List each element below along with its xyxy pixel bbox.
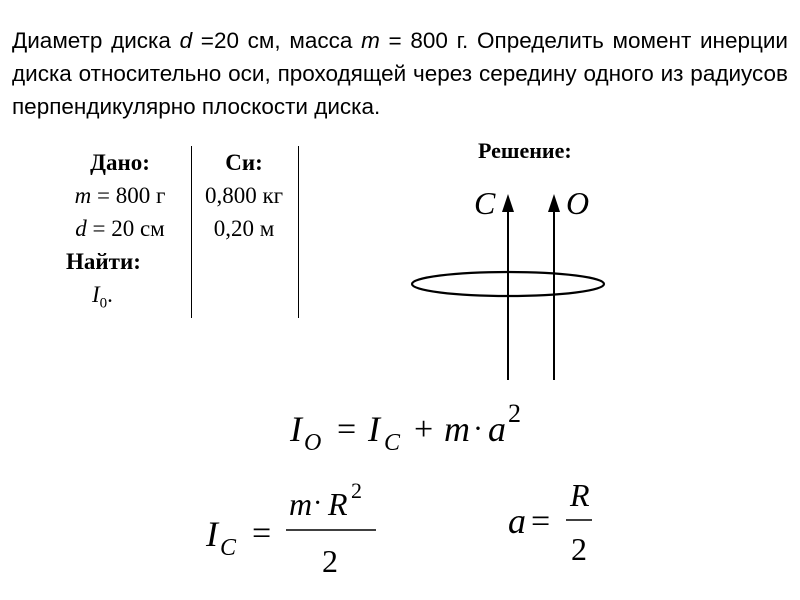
a-num: R	[570, 477, 590, 513]
si-mass: 0,800 кг	[204, 183, 284, 208]
steiner-lhs-sub: O	[304, 430, 322, 456]
steiner-plus: +	[414, 411, 434, 448]
axis-o-arrow	[548, 194, 560, 212]
ic-num-m: m	[289, 486, 313, 522]
axis-c-arrow	[502, 194, 514, 212]
find-var: I	[92, 282, 100, 307]
problem-var-m: m	[361, 28, 380, 53]
formula-a	[508, 477, 592, 567]
problem-text-3: = 800 г. Определить момент инерции диска относительно оси, проходящей через середину одного из радиусов перпендикулярно плоскости диска.	[12, 28, 788, 119]
ic-den: 2	[322, 543, 338, 579]
ic-num-r: R	[328, 486, 348, 522]
a-lhs: a	[508, 501, 526, 541]
label-o: O	[566, 185, 590, 221]
formula-ic	[205, 478, 376, 579]
steiner-a: a	[488, 409, 506, 449]
given-diam-value: = 20 см	[86, 216, 165, 241]
si-diameter: 0,20 м	[213, 216, 275, 241]
problem-text-2: =20 см, масса	[192, 28, 362, 53]
given-mass-var: m	[74, 183, 92, 208]
given-mass-value: = 800 г	[91, 183, 166, 208]
problem-text-1: Диаметр диска	[12, 28, 180, 53]
steiner-eq: =	[337, 411, 357, 448]
ic-lhs-sub: C	[220, 535, 237, 561]
steiner-dot: ·	[473, 412, 483, 445]
find-sub: 0	[99, 295, 108, 312]
a-den: 2	[571, 531, 587, 567]
formula-steiner	[289, 399, 521, 456]
given-title: Дано:	[90, 150, 150, 175]
problem-var-d: d	[179, 28, 193, 53]
a-eq: =	[531, 503, 551, 540]
si-title: Си:	[225, 150, 263, 175]
find-dot: .	[107, 282, 113, 307]
solution-title: Решение:	[478, 138, 572, 163]
steiner-m: m	[444, 409, 470, 449]
steiner-rhs-sub: C	[384, 430, 401, 456]
ic-lhs-var: I	[206, 514, 218, 554]
steiner-rhs-var: I	[368, 409, 380, 449]
given-diam-var: d	[75, 216, 87, 241]
ic-eq: =	[252, 515, 272, 552]
find-title: Найти:	[66, 249, 141, 274]
ic-num-dot: ·	[313, 488, 323, 519]
label-c: C	[474, 185, 496, 221]
steiner-lhs-var: I	[290, 409, 302, 449]
ic-num-exp: 2	[351, 478, 362, 503]
steiner-exp: 2	[508, 399, 521, 428]
